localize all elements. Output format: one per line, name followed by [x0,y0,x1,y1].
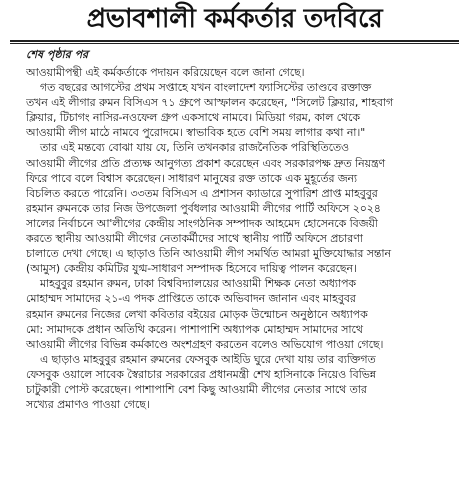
body-line: আওয়ামী লীগের বিভিন্ন কর্মকাণ্ডে অংশগ্রহণ করতেন বলেও অভিযোগ পাওয়া গেছে। [26,337,384,351]
body-line: ফেসবুক ওয়ালে সাবেক স্বৈরাচার সরকারের প্রধানমন্ত্রী শেখ হাসিনাকে নিয়েও বিভিন্ন [26,367,376,381]
article-body [26,65,456,412]
body-line: তার এই মন্তব্যে বোঝা যায় যে, তিনি তখনকার রাজনৈতিক পরিস্থিতিতেও [40,141,349,155]
body-line: রহমান রুমনের নিজের লেখা কবিতার বইয়ের মোড়ক উন্মোচন অনুষ্ঠানে অধ্যাপক [26,307,368,321]
body-line: আওয়ামী লীগ মাঠে নামবে পুরোদমে। স্বাভাবিক হতে বেশি সময় লাগার কথা না।" [26,126,366,140]
body-line: মো: সামাদকে প্রধান অতিথি করেন। পাশাপাশি অধ্যাপক মোহাম্মদ সামাদের সাথে [26,322,363,336]
body-line: করতে স্থানীয় আওয়ামী লীগের নেতাকর্মীদের সাথে স্থানীয় পার্টি অফিসে প্রচারণা [26,232,363,246]
headline-rule-top [10,40,459,42]
body-line: চাটুকারী পোস্ট করেছেন। পাশাপাশি বেশ কিছু আওয়ামী লীগের নেতার সাথে তার [26,382,367,396]
body-line: রহমান রুমনকে তার নিজ উপজেলা পুর্বধলার আওয়ামী লীগের পার্টি অফিসে ২০২৪ [26,201,381,215]
body-line: চালাতে দেখা গেছে। এ ছাড়াও তিনি আওয়ামী লীগ সমর্থিত আমরা মুক্তিযোদ্ধার সন্তান [26,247,391,261]
headline-rule-bottom [10,43,459,44]
body-line: মোহাম্মদ সামাদের ২১-এ পদক প্রাপ্তিতে তাকে অভিবাদন জানান এবং মাহবুবর [26,292,356,306]
continued-from-label: শেষ পৃষ্ঠার পর [26,48,89,61]
body-line: আওয়ামী লীগের প্রতি প্রত্যক্ষ আনুগত্য প্রকাশ করেছেন এবং সরকারপক্ষ দ্রুত নিয়ন্ত্রণ [26,156,386,170]
body-line: ক্লিয়ার, টিচাগং নাসির-নওফেল গ্রুপ একসাথে নামবে। মিডিয়া গরম, কাল থেকে [26,111,360,125]
body-line: বিচলিত করতে পারেনি। ৩৩তম বিসিএস এ প্রশাসন ক্যাডারে সুপারিশ প্রাপ্ত মাহবুবুর [26,186,378,200]
body-line: ফিরে পাবে বলে বিশ্বাস করেছেন। সাধারণ মানুষের রক্ত তাকে এক মুহূর্তের জন্য [26,171,358,185]
body-line: সখ্যের প্রমাণও পাওয়া গেছে। [26,398,150,412]
headline: প্রভাবশালী কর্মকর্তার তদবিরে [86,4,383,34]
body-line: তখন এই লীগার রুমন বিসিএস ৭১ গ্রুপে আস্ফালন করেছেন, "সিলেট ক্লিয়ার, শাহবাগ [26,96,394,110]
body-line: (আমুস) কেন্দ্রীয় কমিটির যুগ্ম-সাধারণ সম্পাদক হিসেবে দায়িত্ব পালন করেছেন। [26,262,357,276]
body-line: গত বছরের আগস্টের প্রথম সপ্তাহে যখন বাংলাদেশ ফ্যাসিস্টের তাণ্ডবে রক্তাক্ত [40,81,372,95]
body-line: আওয়ামীপন্থী এই কর্মকর্তাকে পদায়ন করিয়েছেন বলে জানা গেছে। [26,66,305,79]
body-line: মাহবুবুর রহমান রুমন, ঢাকা বিশ্ববিদ্যালয়ের আওয়ামী শিক্ষক নেতা অধ্যাপক [40,277,356,291]
body-line: সালের নির্বাচনে আ'লীগের কেন্দ্রীয় সাংগঠনিক সম্পাদক আহমেদ হোসেনকে বিজয়ী [26,216,378,230]
body-line: এ ছাড়াও মাহবুবুর রহমান রুমনের ফেসবুক আইডি ঘুরে দেখা যায় তার ব্যক্তিগত [40,352,376,366]
